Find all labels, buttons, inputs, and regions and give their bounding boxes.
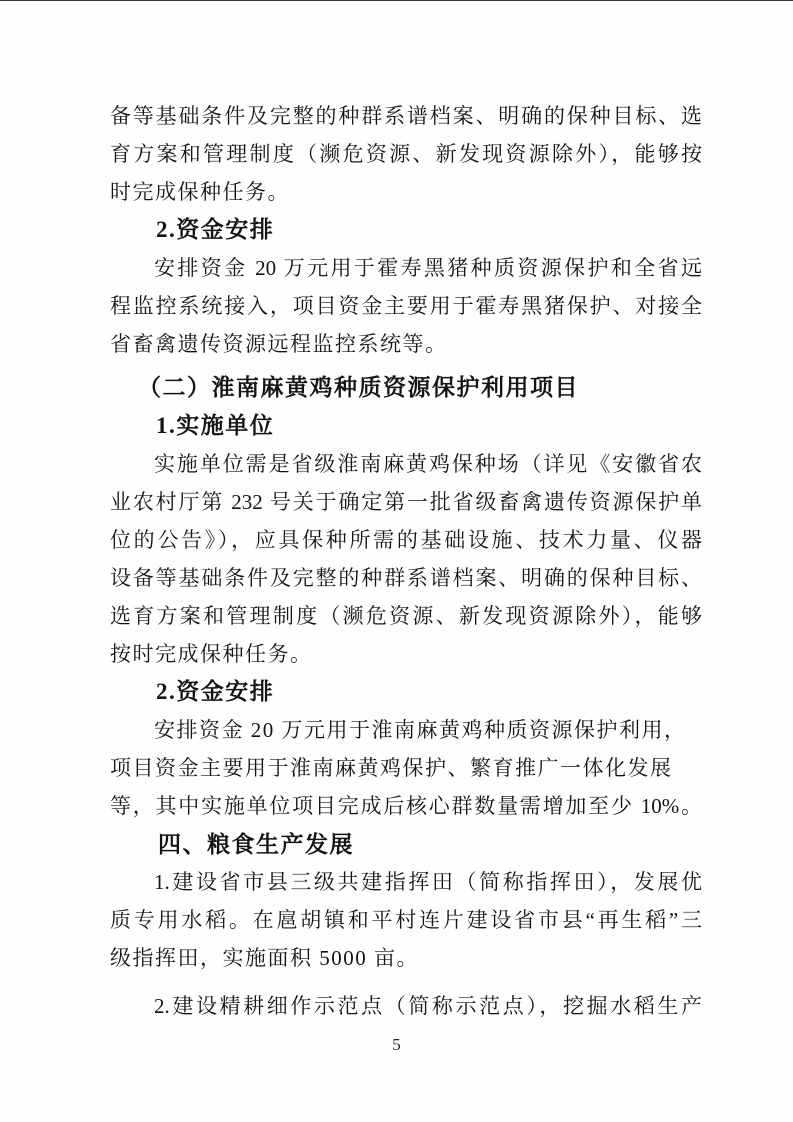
- text-line: 按时完成保种任务。: [110, 642, 313, 666]
- text-line: 位的公告》），应具保种所需的基础设施、技术力量、仪器: [110, 528, 702, 552]
- text-line: 育方案和管理制度（濒危资源、新发现资源除外），能够按: [110, 142, 702, 166]
- text-line: 备等基础条件及完整的种群系谱档案、明确的保种目标、选: [110, 104, 702, 128]
- text-line: 安排资金 20 万元用于霍寿黑猪种质资源保护和全省远: [154, 256, 702, 280]
- text-line: 业农村厅第 232 号关于确定第一批省级畜禽遗传资源保护单: [110, 490, 702, 514]
- text-line: 选育方案和管理制度（濒危资源、新发现资源除外），能够: [110, 604, 702, 628]
- text-line: 项目资金主要用于淮南麻黄鸡保护、繁育推广一体化发展: [110, 756, 673, 780]
- text-line: 质专用水稻。在扈胡镇和平村连片建设省市县“再生稻”三: [110, 908, 702, 932]
- text-line: 2.建设精耕细作示范点（简称示范点），挖掘水稻生产: [154, 994, 702, 1018]
- text-line: 级指挥田，实施面积 5000 亩。: [110, 946, 419, 970]
- text-line: 等，其中实施单位项目完成后核心群数量需增加至少 10%。: [110, 794, 702, 818]
- text-line: 省畜禽遗传资源远程监控系统等。: [110, 332, 448, 356]
- text-line: 四、粮食生产发展: [158, 831, 354, 857]
- document-lines: [110, 97, 702, 1025]
- text-line: 程监控系统接入，项目资金主要用于霍寿黑猪保护、对接全: [110, 294, 702, 318]
- text-line: 1.建设省市县三级共建指挥田（简称指挥田），发展优: [154, 870, 702, 894]
- text-line: 实施单位需是省级淮南麻黄鸡保种场（详见《安徽省农: [154, 452, 702, 476]
- page-number: 5: [392, 1035, 401, 1054]
- text-line: 设备等基础条件及完整的种群系谱档案、明确的保种目标、: [110, 566, 702, 590]
- text-line: 安排资金 20 万元用于淮南麻黄鸡种质资源保护利用，: [154, 718, 687, 742]
- text-line: 2.资金安排: [156, 217, 275, 242]
- text-line: 1.实施单位: [156, 413, 275, 438]
- text-line: 时完成保种任务。: [110, 180, 290, 204]
- text-line: 2.资金安排: [156, 679, 275, 704]
- text-line: （二）淮南麻黄鸡种质资源保护利用项目: [138, 375, 579, 400]
